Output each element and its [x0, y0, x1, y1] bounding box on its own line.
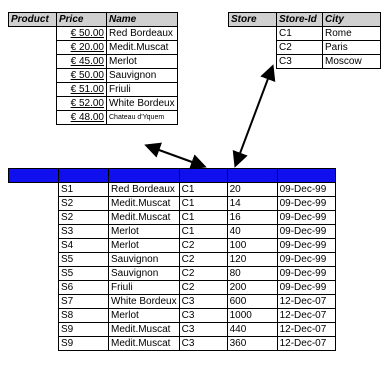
bottle-id-cell: Merlot	[109, 239, 180, 253]
quantity-cell: 100	[227, 239, 277, 253]
store-id-cell: C2	[179, 267, 227, 281]
quantity-cell: 14	[227, 197, 277, 211]
price-cell: € 20.00	[57, 41, 107, 55]
sale-header-bottle-id: Bottle-Id	[109, 169, 180, 183]
quantity-cell: 200	[227, 281, 277, 295]
sale-id-cell: S9	[59, 323, 109, 337]
store-header-store: Store	[229, 13, 277, 27]
quantity-cell: 120	[227, 253, 277, 267]
bottle-id-cell: Merlot	[109, 225, 180, 239]
price-cell: € 51.00	[57, 83, 107, 97]
sale-id-cell: S9	[59, 337, 109, 351]
product-header-price: Price	[57, 13, 107, 27]
quantity-cell: 440	[227, 323, 277, 337]
store-id-cell: C3	[179, 309, 227, 323]
store-id-cell: C1	[179, 197, 227, 211]
sale-id-cell: S7	[59, 295, 109, 309]
bottle-id-cell: Friuli	[109, 281, 180, 295]
store-id-cell: C2	[179, 239, 227, 253]
name-cell: White Bordeux	[107, 97, 178, 111]
price-cell: € 50.00	[57, 27, 107, 41]
quantity-cell: 20	[227, 183, 277, 197]
sale-id-cell: S2	[59, 197, 109, 211]
date-cell: 12-Dec-07	[277, 309, 335, 323]
price-cell: € 52.00	[57, 97, 107, 111]
date-cell: 09-Dec-99	[277, 197, 335, 211]
store-id-cell: C2	[277, 41, 323, 55]
name-cell: Sauvignon	[107, 69, 178, 83]
name-cell: Chateau d'Yquem	[107, 111, 178, 125]
date-cell: 12-Dec-07	[277, 323, 335, 337]
sale-id-cell: S3	[59, 225, 109, 239]
sale-id-cell: S1	[59, 183, 109, 197]
bottle-id-cell: White Bordeux	[109, 295, 180, 309]
sale-header-store-id: Store-Id	[179, 169, 227, 183]
date-cell: 12-Dec-07	[277, 295, 335, 309]
quantity-cell: 80	[227, 267, 277, 281]
sale-id-cell: S8	[59, 309, 109, 323]
sale-id-cell: S5	[59, 253, 109, 267]
date-cell: 09-Dec-99	[277, 253, 335, 267]
quantity-cell: 40	[227, 225, 277, 239]
quantity-cell: 16	[227, 211, 277, 225]
date-cell: 09-Dec-99	[277, 239, 335, 253]
sale-header-quantity: Quantity	[227, 169, 277, 183]
store-header-city: City	[323, 13, 381, 27]
store-id-cell: C1	[179, 211, 227, 225]
date-cell: 09-Dec-99	[277, 267, 335, 281]
bottle-id-cell: Medit.Muscat	[109, 197, 180, 211]
name-cell: Medit.Muscat	[107, 41, 178, 55]
store-id-cell: C3	[179, 323, 227, 337]
store-id-cell: C1	[179, 183, 227, 197]
product-sale-arrow	[148, 146, 203, 166]
quantity-cell: 1000	[227, 309, 277, 323]
price-cell: € 50.00	[57, 69, 107, 83]
store-id-cell: C1	[179, 225, 227, 239]
bottle-id-cell: Medit.Muscat	[109, 323, 180, 337]
date-cell: 09-Dec-99	[277, 225, 335, 239]
name-cell: Merlot	[107, 55, 178, 69]
store-id-cell: C3	[277, 55, 323, 69]
bottle-id-cell: Sauvignon	[109, 267, 180, 281]
store-id-cell: C2	[179, 281, 227, 295]
store-id-cell: C3	[179, 295, 227, 309]
sale-id-cell: S2	[59, 211, 109, 225]
product-header-product: Product	[9, 13, 57, 27]
bottle-id-cell: Medit.Muscat	[109, 337, 180, 351]
city-cell: Paris	[323, 41, 381, 55]
date-cell: 12-Dec-07	[277, 337, 335, 351]
sale-id-cell: S4	[59, 239, 109, 253]
city-cell: Moscow	[323, 55, 381, 69]
store-sale-arrow	[236, 68, 272, 164]
sale-header-sale-id: Sale-Id	[59, 169, 109, 183]
store-id-cell: C1	[277, 27, 323, 41]
bottle-id-cell: Red Bordeaux	[109, 183, 180, 197]
sale-header-sale: Sale	[9, 169, 59, 183]
quantity-cell: 600	[227, 295, 277, 309]
quantity-cell: 360	[227, 337, 277, 351]
product-header-name: Name	[107, 13, 178, 27]
price-cell: € 48.00	[57, 111, 107, 125]
store-header-store-id: Store-Id	[277, 13, 323, 27]
date-cell: 09-Dec-99	[277, 211, 335, 225]
bottle-id-cell: Medit.Muscat	[109, 211, 180, 225]
sale-header-date: Date	[277, 169, 335, 183]
price-cell: € 45.00	[57, 55, 107, 69]
sale-id-cell: S5	[59, 267, 109, 281]
bottle-id-cell: Merlot	[109, 309, 180, 323]
name-cell: Red Bordeaux	[107, 27, 178, 41]
bottle-id-cell: Sauvignon	[109, 253, 180, 267]
date-cell: 09-Dec-99	[277, 183, 335, 197]
store-id-cell: C3	[179, 337, 227, 351]
store-id-cell: C2	[179, 253, 227, 267]
date-cell: 09-Dec-99	[277, 281, 335, 295]
name-cell: Friuli	[107, 83, 178, 97]
sale-id-cell: S6	[59, 281, 109, 295]
city-cell: Rome	[323, 27, 381, 41]
